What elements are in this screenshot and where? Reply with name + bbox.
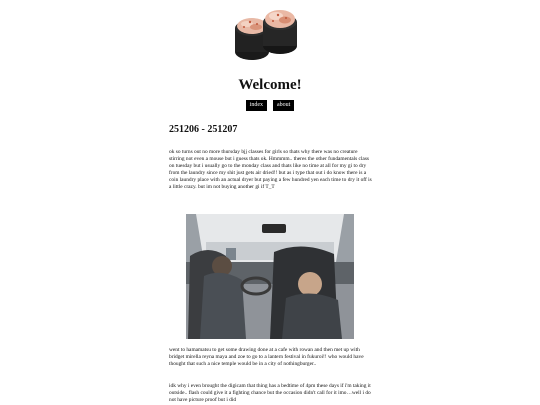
paragraph-text: idk why i even brought the digicam that thing has a bedtime of 4pm these days if i'm taking it outside.. flash could give it a fighting chance but the occasion didn't call for it imo…well i do not have picture proof but i did xyxy=(169,383,371,403)
nav-bar xyxy=(0,100,540,111)
nav-link-about[interactable]: about xyxy=(273,100,294,111)
paragraph-text: went to hamamatsu to get some drawing done at a cafe with rowan and then met up with bridget mirella reyna maya and zoe to go to a lantern festival in fukuroi!! who would have thought that such a nice temple would be in a city of nothingburger.. xyxy=(169,347,364,367)
post-title: 251206 - 251207 xyxy=(169,124,238,135)
post-paragraph xyxy=(169,149,372,191)
page-title: Welcome! xyxy=(238,77,302,93)
car-interior-photo xyxy=(186,214,354,339)
post-paragraph xyxy=(169,383,372,404)
post-paragraph xyxy=(169,347,372,368)
nav-link-index[interactable]: index xyxy=(246,100,267,111)
sushi-logo-icon xyxy=(232,6,308,62)
paragraph-text: ok so turns out no more thursday bjj classes for girls so thats why there was no creature stirring not even a mouse but i guess thats ok. Hmmmm.. theres the other fundamentals class on tuesday but i usually go to the monday class and thats like no time at all for my gi to dry from the laundry since my shit just gets air dried!! but as i type that out i do know there is a coin laundry place with an actual dryer but paying a few hundred yen each time to dry it off is a little crazy. but im not buying another gi if T_T xyxy=(169,149,372,190)
